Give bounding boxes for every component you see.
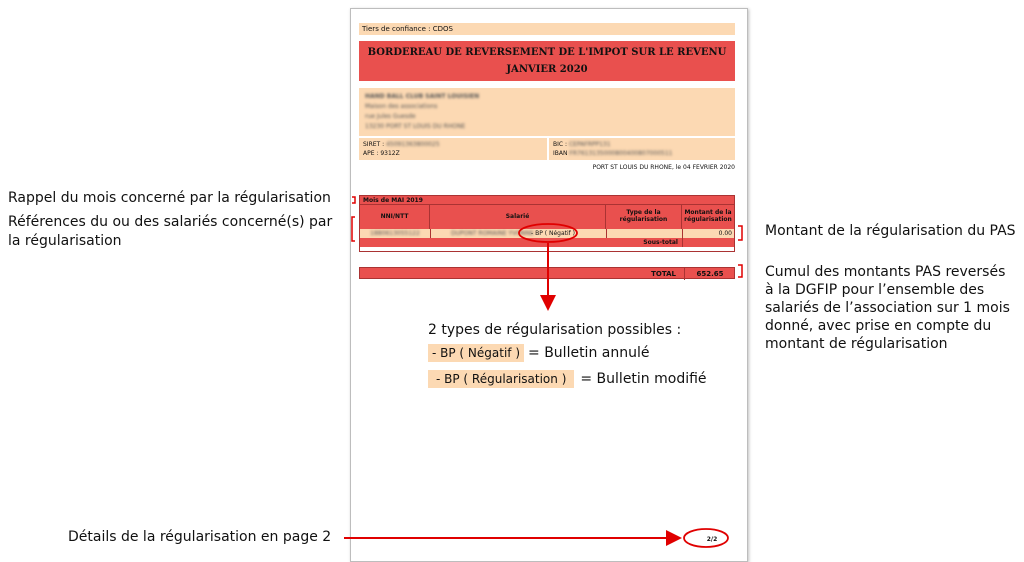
types-title: 2 types de régularisation possibles :: [428, 322, 682, 338]
place-date: PORT ST LOUIS DU RHONE, le 04 FEVRIER 2020: [592, 164, 735, 171]
page-number: 2/2: [706, 536, 718, 543]
annotation-cumul: [765, 263, 1010, 353]
regularisation-type: - BP ( Négatif ): [531, 230, 576, 237]
bracket-references: [352, 217, 355, 241]
page-number-ellipse: [684, 529, 728, 547]
annotation-montant: Montant de la régularisation du PAS: [765, 223, 1016, 239]
month-label: Mois de MAI 2019: [360, 196, 734, 205]
subtotal-label: Sous-total: [643, 239, 678, 246]
type-regularisation-tag: - BP ( Régularisation ): [428, 370, 574, 388]
column-header: NNI/NTT: [360, 205, 430, 229]
bracket-mois: [352, 197, 355, 203]
total-value: 652.65: [684, 268, 735, 280]
column-header: Salarié: [430, 205, 606, 229]
total-label: TOTAL: [651, 270, 676, 278]
bic-label: BIC :: [553, 141, 568, 148]
annotation-details: Détails de la régularisation en page 2: [68, 529, 332, 545]
annotation-mois: Rappel du mois concerné par la régularisation: [8, 190, 331, 206]
association-name: HAND BALL CLUB SAINT LOUISIEN: [365, 93, 480, 100]
type-highlight-ellipse: [519, 224, 577, 242]
siret-label: SIRET :: [363, 141, 385, 148]
iban-value: FR7613135000800400807000511: [569, 150, 673, 157]
annotation-cumul-line: donné, avec prise en compte du: [765, 318, 992, 334]
type-regularisation: [428, 370, 707, 388]
annotation-cumul-line: à la DGFIP pour l’ensemble des: [765, 282, 985, 298]
annotation-references-line2: la régularisation: [8, 233, 122, 249]
association-address-line: Maison des associations: [365, 103, 438, 110]
annotation-references-line1: Références du ou des salariés concerné(s) par: [8, 214, 333, 230]
annotation-cumul-line: montant de régularisation: [765, 336, 948, 352]
type-negatif-description: = Bulletin annulé: [528, 345, 650, 361]
nni-cell: 1880613055122: [370, 230, 420, 237]
siret-value: 45091363800025: [386, 141, 440, 148]
ape-code: APE : 9312Z: [363, 150, 400, 157]
column-header: Montant de la régularisation: [684, 209, 732, 223]
amount-cell: 0.00: [682, 229, 734, 238]
association-address-line: rue Jules Guesde: [365, 113, 416, 120]
bracket-montant: [738, 226, 742, 240]
annotation-cumul-line: Cumul des montants PAS reversés: [765, 264, 1006, 280]
tiers-de-confiance: Tiers de confiance : CDOS: [359, 23, 735, 35]
type-negatif: [428, 344, 649, 362]
annotation-cumul-line: salariés de l’association sur 1 mois: [765, 300, 1010, 316]
type-regularisation-description: = Bulletin modifié: [580, 371, 707, 387]
type-negatif-tag: - BP ( Négatif ): [428, 344, 524, 362]
document-period: JANVIER 2020: [506, 64, 588, 75]
association-address-line: 13230 PORT ST LOUIS DU RHONE: [365, 123, 466, 130]
bic-value: CEPAFRPP131: [568, 141, 611, 148]
bracket-total: [738, 265, 742, 277]
column-header: Type de la régularisation: [606, 205, 682, 229]
salarie-name: DUPONT ROMAINE YVONNE: [451, 230, 534, 237]
iban-label: IBAN: [553, 150, 568, 157]
document-title: BORDEREAU DE REVERSEMENT DE L'IMPOT SUR LE REVENU: [367, 47, 727, 58]
